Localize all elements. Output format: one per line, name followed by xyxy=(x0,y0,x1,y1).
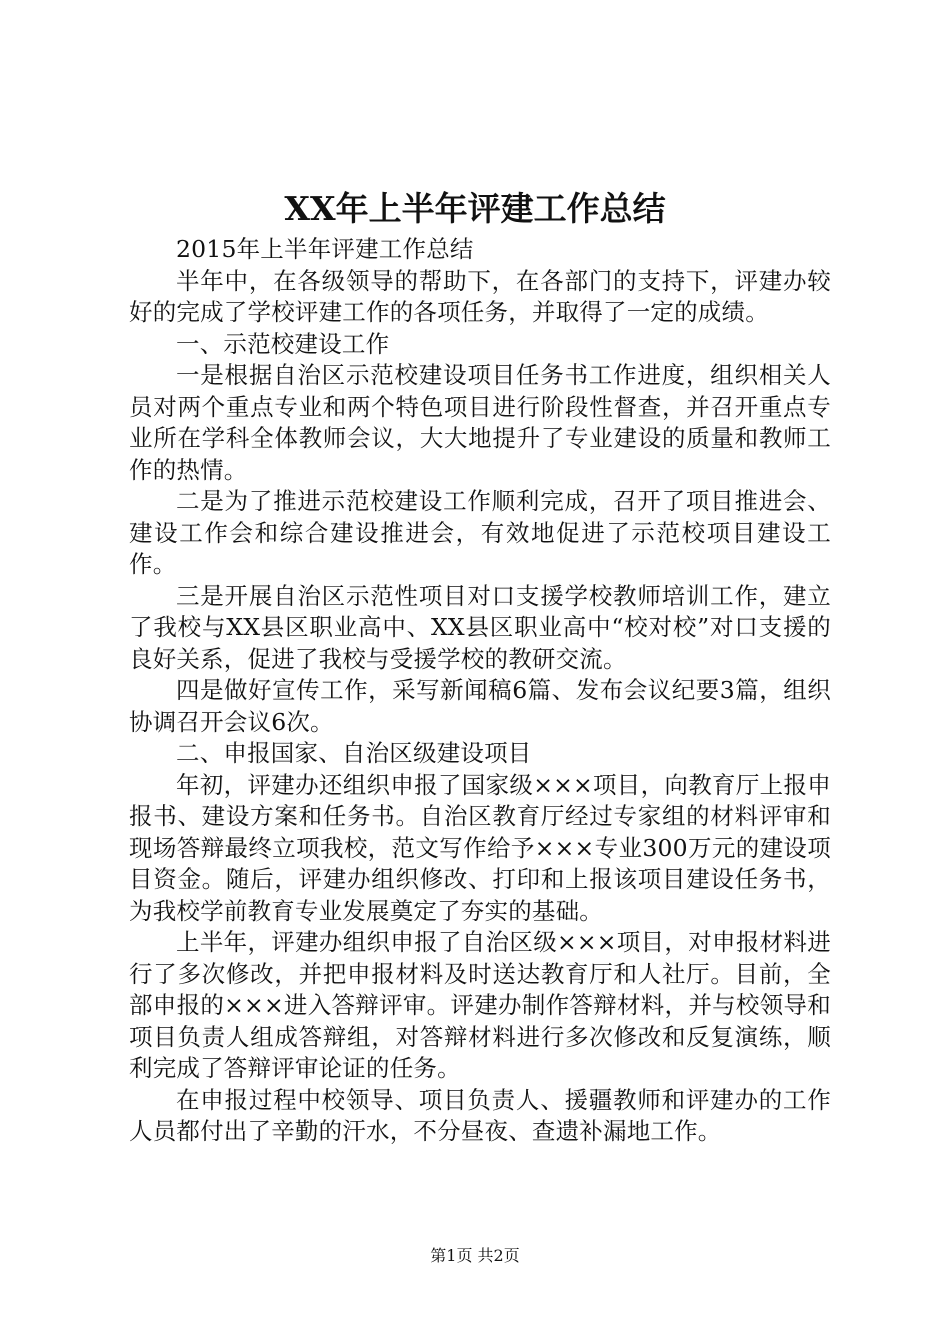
section-heading-2: 二、申报国家、自治区级建设项目 xyxy=(176,739,532,767)
paragraph-item-4: 四是做好宣传工作，采写新闻稿6篇、发布会议纪要3篇，组织协调召开会议6次。 xyxy=(129,676,831,736)
paragraph-closing: 在申报过程中校领导、项目负责人、援疆教师和评建办的工作人员都付出了辛勤的汗水，不分昼夜、查遗补漏地工作。 xyxy=(129,1085,831,1145)
paragraph-national-project: 年初，评建办还组织申报了国家级×××项目，向教育厅上报申报书、建设方案和任务书。自治区教育厅经过专家组的材料评审和现场答辩最终立项我校，范文写作给予×××专业300万元的建设项目资金。随后，评建办组织修改、打印和上报该项目建设任务书，为我校学前教育专业发展奠定了夯实的基础。 xyxy=(129,770,831,925)
paragraph-regional-project: 上半年，评建办组织申报了自治区级×××项目，对申报材料进行了多次修改，并把申报材料及时送达教育厅和人社厅。目前，全部申报的×××进入答辩评审。评建办制作答辩材料，并与校领导和项目负责人组成答辩组，对答辩材料进行多次修改和反复演练，顺利完成了答辩评审论证的任务。 xyxy=(129,928,831,1082)
document-title: XX年上半年评建工作总结 xyxy=(284,189,666,228)
paragraph-item-3: 三是开展自治区示范性项目对口支援学校教师培训工作，建立了我校与XX县区职业高中、XX县区职业高中“校对校”对口支援的良好关系，促进了我校与受援学校的教研交流。 xyxy=(129,581,831,673)
page-footer: 第1页 共2页 xyxy=(430,1246,520,1265)
section-heading-1: 一、示范校建设工作 xyxy=(176,329,390,358)
document-body xyxy=(129,234,831,1148)
paragraph-subtitle: 2015年上半年评建工作总结 xyxy=(176,235,474,263)
paragraph-item-2: 二是为了推进示范校建设工作顺利完成，召开了项目推进会、建设工作会和综合建设推进会，有效地促进了示范校项目建设工作。 xyxy=(129,487,831,578)
paragraph-item-1: 一是根据自治区示范校建设项目任务书工作进度，组织相关人员对两个重点专业和两个特色项目进行阶段性督查，并召开重点专业所在学科全体教师会议，大大地提升了专业建设的质量和教师工作的热情。 xyxy=(129,361,831,484)
paragraph-intro: 半年中，在各级领导的帮助下，在各部门的支持下，评建办较好的完成了学校评建工作的各项任务，并取得了一定的成绩。 xyxy=(129,266,831,326)
